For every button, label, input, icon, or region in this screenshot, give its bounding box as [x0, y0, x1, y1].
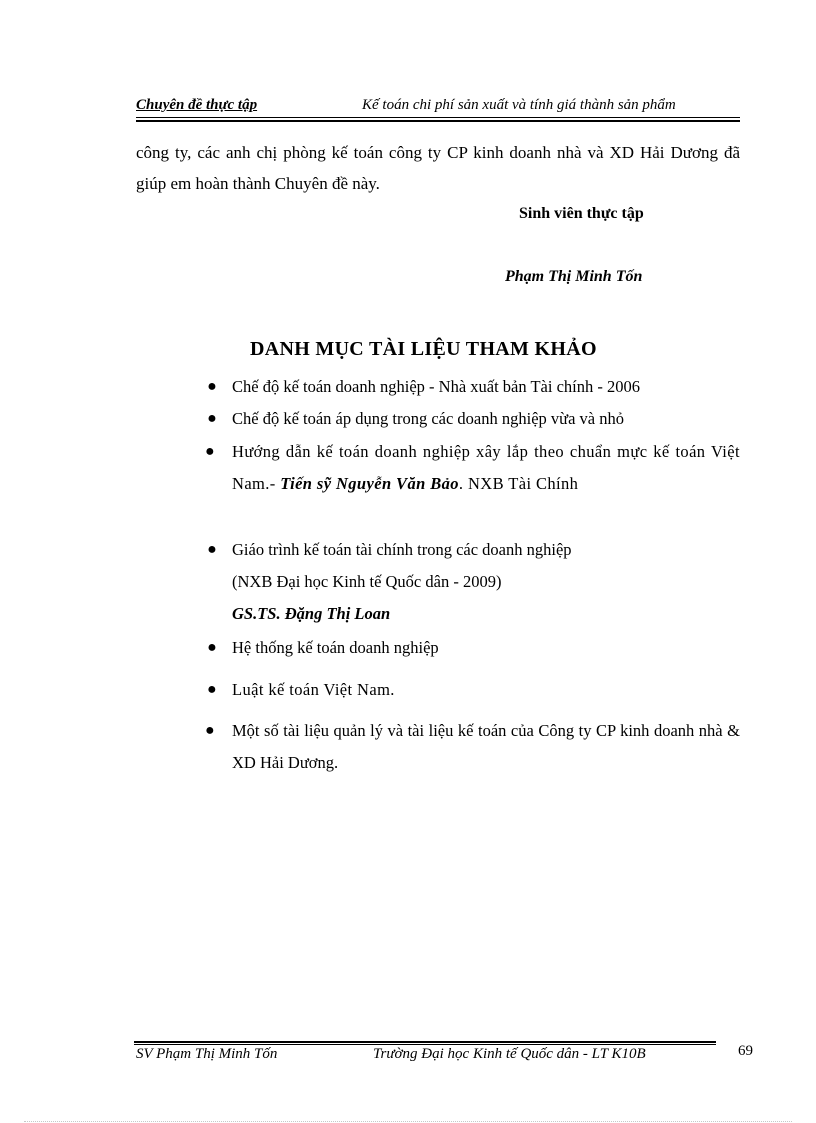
- signer-name: Phạm Thị Minh Tốn: [505, 268, 643, 285]
- bullet-icon: ●: [207, 410, 217, 427]
- page-number: 69: [738, 1043, 753, 1059]
- reference-item: [205, 436, 740, 500]
- footer-right: Trường Đại học Kinh tế Quốc dân - LT K10B: [373, 1046, 646, 1062]
- intro-paragraph: công ty, các anh chị phòng kế toán công ty CP kinh doanh nhà và XD Hải Dương đã giúp em hoàn thành Chuyên đề này.: [136, 143, 740, 193]
- reference-text: Một số tài liệu quản lý và tài liệu kế toán của Công ty CP kinh doanh nhà & XD Hải Dương.: [232, 721, 740, 772]
- bullet-icon: ●: [205, 443, 216, 460]
- reference-title: Giáo trình kế toán tài chính trong các doanh nghiệp: [232, 540, 572, 559]
- bullet-icon: ●: [206, 681, 218, 698]
- reference-item: [207, 632, 740, 664]
- footer-rule: [134, 1041, 716, 1043]
- bullet-icon: ●: [207, 541, 217, 558]
- header-right: Kế toán chi phí sản xuất và tính giá thành sản phẩm: [362, 97, 676, 113]
- reference-text: Chế độ kế toán doanh nghiệp - Nhà xuất bản Tài chính - 2006: [232, 377, 640, 396]
- header-rule-double: [136, 120, 740, 122]
- signer-title: Sinh viên thực tập: [519, 205, 644, 222]
- reference-text: Luật kế toán Việt Nam.: [232, 680, 395, 699]
- reference-item: [207, 371, 740, 403]
- reference-publisher: (NXB Đại học Kinh tế Quốc dân - 2009): [232, 572, 502, 591]
- footer-left: SV Phạm Thị Minh Tốn: [136, 1046, 278, 1062]
- reference-item: [207, 534, 740, 630]
- reference-author: Tiến sỹ Nguyễn Văn Bảo: [280, 474, 459, 493]
- reference-publisher: . NXB Tài Chính: [458, 474, 579, 493]
- reference-text: Chế độ kế toán áp dụng trong các doanh nghiệp vừa và nhỏ: [232, 409, 625, 428]
- references-title: DANH MỤC TÀI LIỆU THAM KHẢO: [250, 338, 597, 360]
- reference-author: GS.TS. Đặng Thị Loan: [232, 604, 391, 623]
- reference-item: [206, 674, 740, 706]
- reference-text: Hướng dẫn kế toán doanh nghiệp xây lắp theo chuẩn mực kế toán Việt Nam.-: [232, 442, 740, 493]
- bullet-icon: ●: [207, 639, 217, 656]
- bullet-icon: ●: [207, 378, 217, 395]
- reference-item: [207, 403, 740, 435]
- footer-rule-double: [134, 1044, 716, 1045]
- reference-text: Hệ thống kế toán doanh nghiệp: [232, 638, 439, 657]
- page-edge-divider: [24, 1121, 792, 1122]
- bullet-icon: ●: [205, 722, 215, 739]
- reference-item: [205, 715, 740, 779]
- header-left: Chuyên đề thực tập: [136, 97, 258, 113]
- header-rule: [136, 117, 740, 118]
